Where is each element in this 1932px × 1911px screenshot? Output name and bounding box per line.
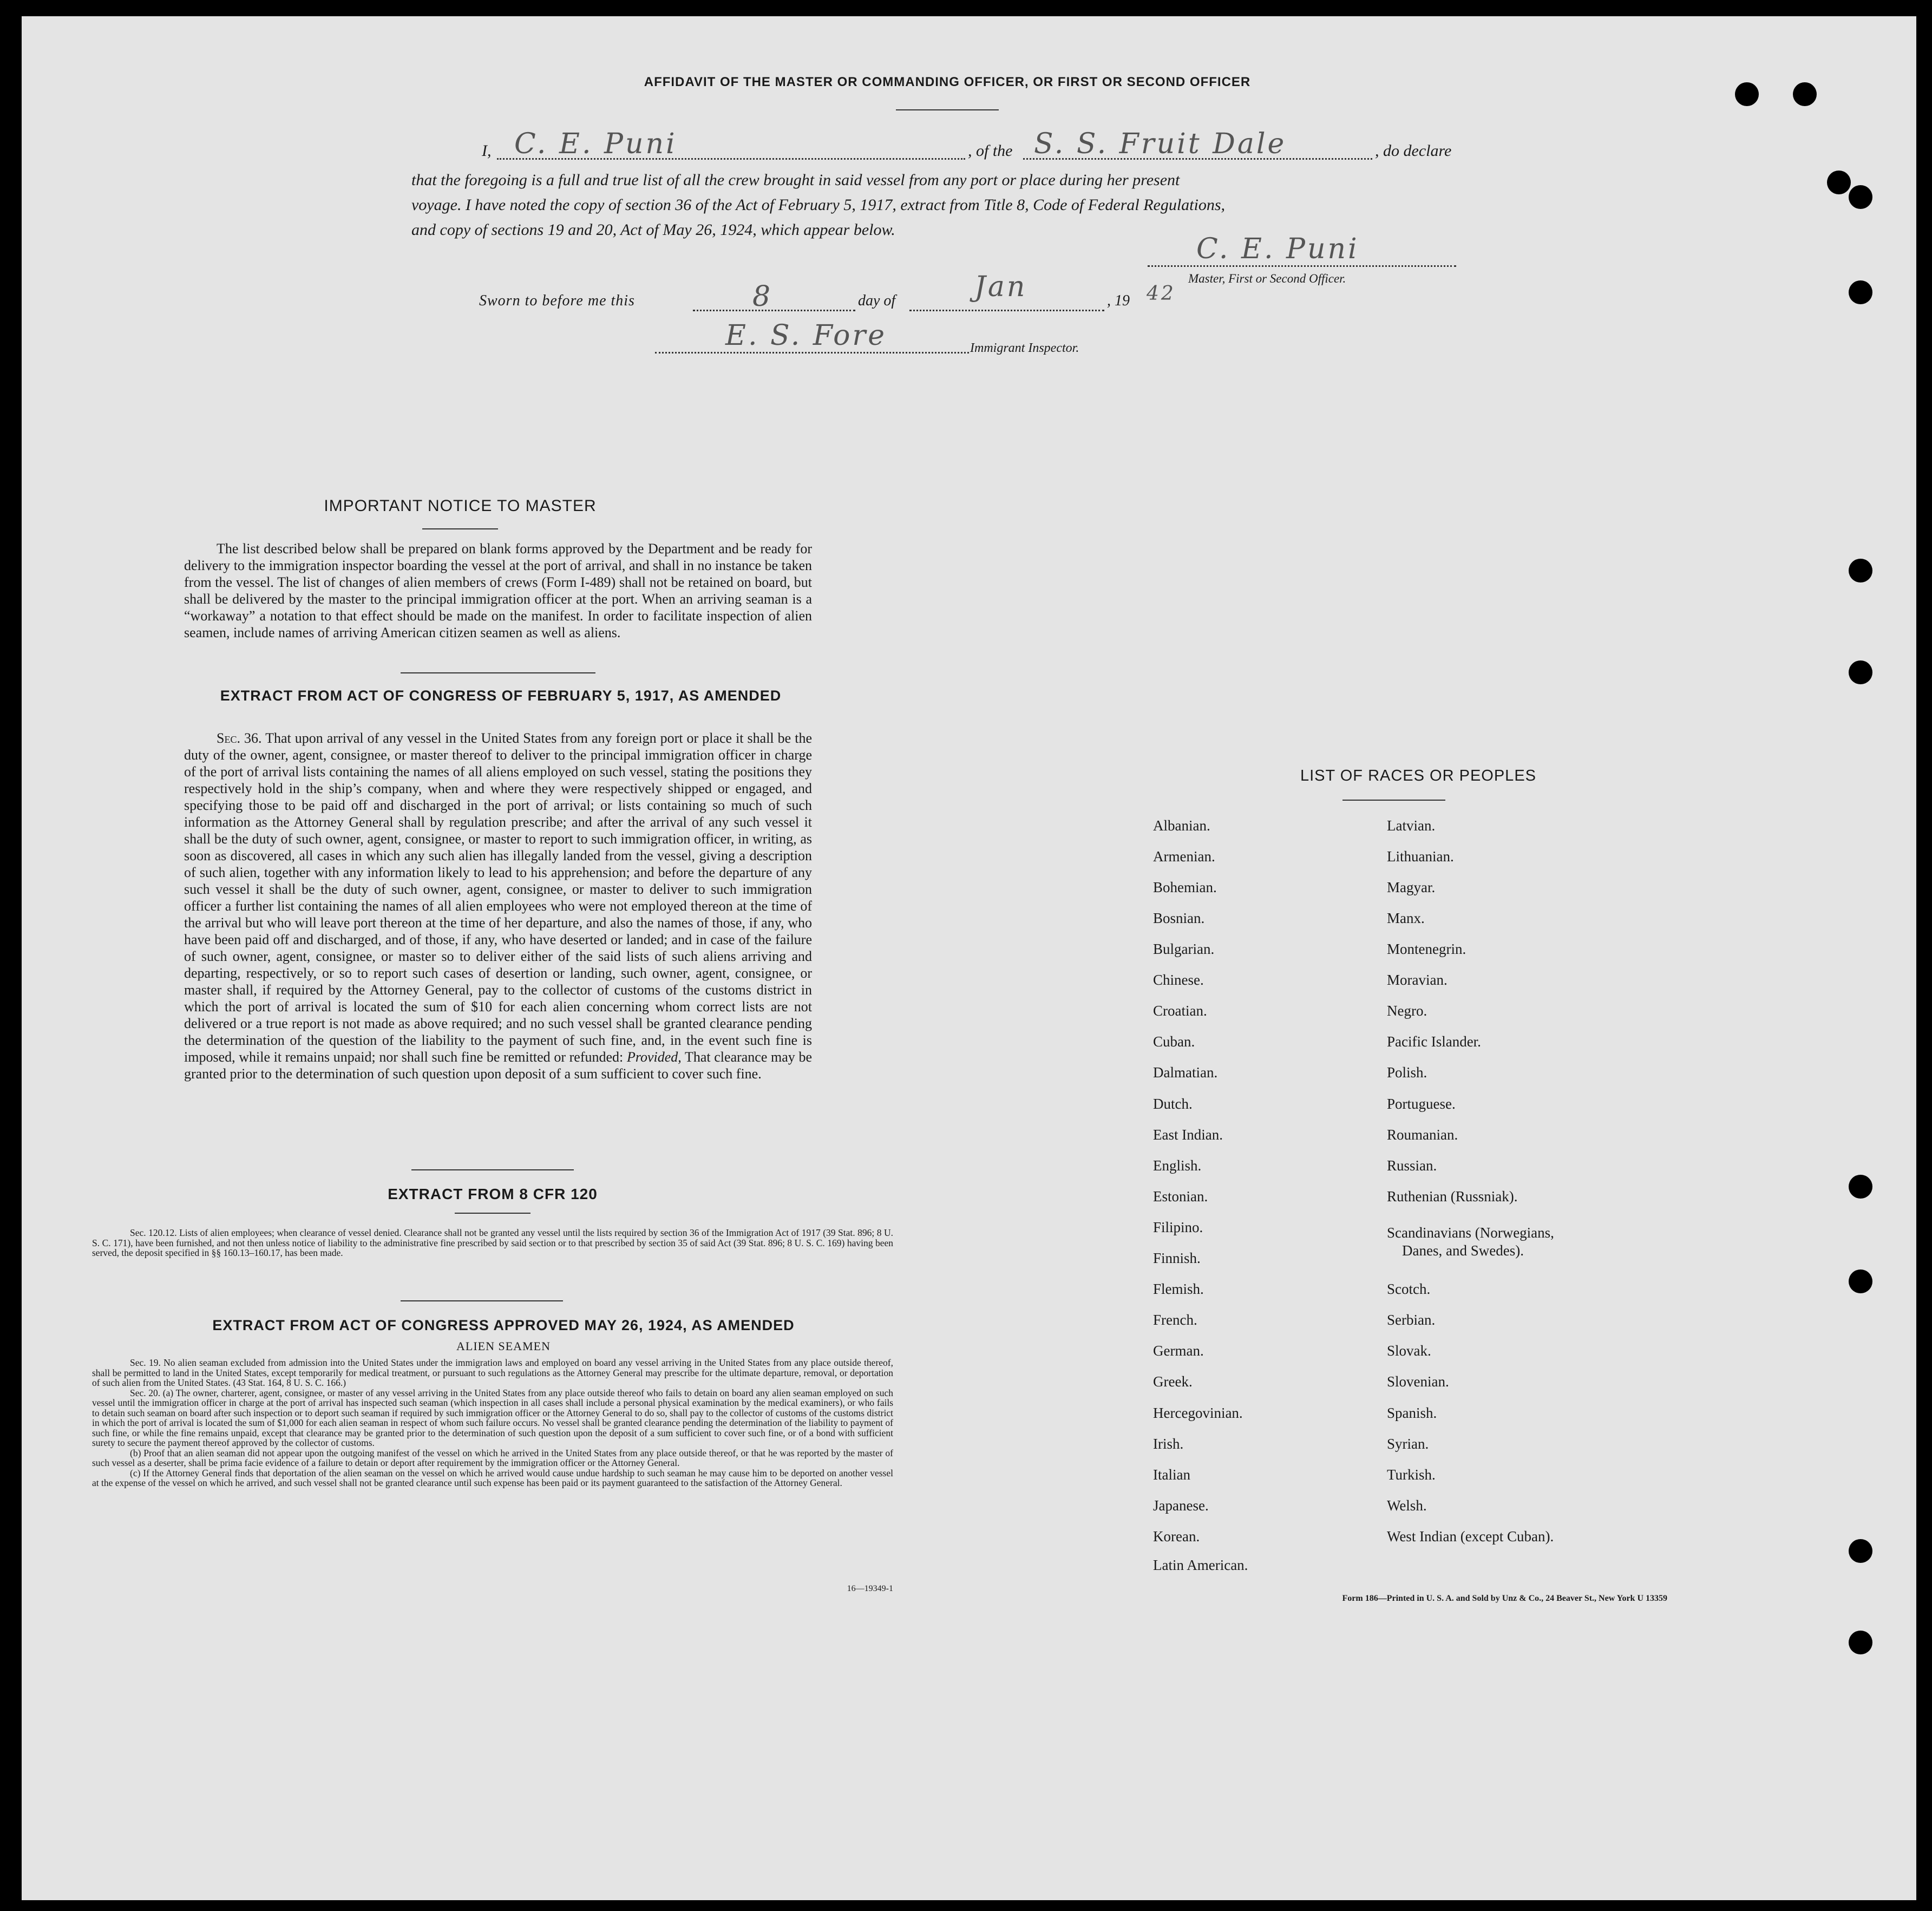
year-handwriting: 42 bbox=[1147, 283, 1176, 305]
race-item: Bohemian. bbox=[1153, 879, 1217, 895]
sec-20c-text: (c) If the Attorney General finds that deportation of the alien seaman on the vessel on which he arrived would cause undue hardship to such seaman he may cause him to be deported on another vessel at the expense of the vessel on which he arrived, and such vessel shall not be granted clearance until such expense has been paid or its payment guaranteed to the satisfaction of the Attorney General. bbox=[92, 1467, 893, 1488]
sec-36-text-end: That clearance may be granted prior to the determination of such question upon deposit of a sum sufficient to cover such fine. bbox=[184, 1049, 813, 1082]
master-name-handwriting: C. E. Puni bbox=[514, 128, 677, 160]
affidavit-of-the: , of the bbox=[968, 142, 1013, 160]
race-item: Filipino. bbox=[1153, 1219, 1203, 1235]
master-signature-line bbox=[1148, 265, 1456, 267]
race-item: Welsh. bbox=[1387, 1497, 1427, 1514]
race-item: Flemish. bbox=[1153, 1281, 1204, 1297]
race-item: Greek. bbox=[1153, 1373, 1193, 1390]
race-item: Danes, and Swedes). bbox=[1402, 1242, 1524, 1259]
race-item: Spanish. bbox=[1387, 1405, 1437, 1421]
vessel-name-handwriting: S. S. Fruit Dale bbox=[1034, 128, 1287, 160]
extract-1917-title: EXTRACT FROM ACT OF CONGRESS OF FEBRUARY 5, 1917, AS AMENDED bbox=[220, 688, 782, 704]
race-item: Chinese. bbox=[1153, 972, 1204, 988]
sec-19-text: Sec. 19. No alien seaman excluded from admission into the United States under the immigration laws and employed on board any vessel arriving in the United States from any place outside thereof, shall be permitted to land in the United States, except temporarily for medical treatment, or pursuant to such regulations as the Attorney General may prescribe for the ultimate departure, removal, or deportation of such alien from the United States. (43 Stat. 164, 8 U. S. C. 166.) bbox=[92, 1357, 893, 1388]
form-code: 16—19349-1 bbox=[847, 1584, 893, 1593]
race-item: Albanian. bbox=[1153, 817, 1210, 834]
race-item: Russian. bbox=[1387, 1157, 1437, 1174]
race-item: Slovak. bbox=[1387, 1343, 1431, 1359]
race-item: Moravian. bbox=[1387, 972, 1448, 988]
race-item: Turkish. bbox=[1387, 1467, 1436, 1483]
races-title-divider bbox=[1342, 800, 1445, 801]
title-divider bbox=[896, 109, 999, 110]
extract-cfr-text: Sec. 120.12. Lists of alien employees; when clearance of vessel denied. Clearance shall not be granted any vessel until the lists required by section 36 of the Immigration Act of 1917 (39 Stat. 896; 8 U. S. C. 171), have been furnished, and not then unless notice of liability to the administrative fine prescribed by said section or to that prescribed by section 35 of said Act (39 Stat. 896; 8 U. S. C. 169) having been served, the deposit specified in §§ 160.13–160.17, has been made. bbox=[92, 1227, 893, 1258]
race-item: East Indian. bbox=[1153, 1127, 1223, 1143]
cfr-title-divider bbox=[455, 1213, 531, 1214]
race-item: Lithuanian. bbox=[1387, 848, 1454, 865]
race-item: Ruthenian (Russniak). bbox=[1387, 1188, 1518, 1205]
race-item: Scotch. bbox=[1387, 1281, 1431, 1297]
notice-title-divider bbox=[422, 528, 498, 529]
section-divider bbox=[411, 1169, 574, 1170]
race-item: Slovenian. bbox=[1387, 1373, 1449, 1390]
declaration-line: that the foregoing is a full and true list of all the crew brought in said vessel from any port or place during her present bbox=[411, 171, 1180, 189]
race-item: Armenian. bbox=[1153, 848, 1215, 865]
race-item: Montenegrin. bbox=[1387, 941, 1466, 957]
race-item: Finnish. bbox=[1153, 1250, 1201, 1266]
form-printer-note: Form 186—Printed in U. S. A. and Sold by Unz & Co., 24 Beaver St., New York U 13359 bbox=[1342, 1594, 1667, 1603]
extract-1924-subtitle: ALIEN SEAMEN bbox=[456, 1339, 551, 1353]
year-prefix: , 19 bbox=[1107, 292, 1130, 309]
race-item: Estonian. bbox=[1153, 1188, 1208, 1205]
master-signature-handwriting: C. E. Puni bbox=[1196, 233, 1359, 265]
punch-hole bbox=[1849, 1175, 1872, 1199]
affidavit-declaration bbox=[411, 168, 1483, 243]
race-item: Serbian. bbox=[1387, 1312, 1436, 1328]
race-item: West Indian (except Cuban). bbox=[1387, 1528, 1554, 1544]
race-item: Italian bbox=[1153, 1467, 1190, 1483]
race-item: Hercegovinian. bbox=[1153, 1405, 1243, 1421]
races-title: LIST OF RACES OR PEOPLES bbox=[1300, 767, 1537, 784]
day-handwriting: 8 bbox=[752, 280, 773, 313]
race-item: French. bbox=[1153, 1312, 1197, 1328]
race-item: Croatian. bbox=[1153, 1003, 1207, 1019]
sec-36-text: That upon arrival of any vessel in the United States from any foreign port or place it shall be the duty of the owner, agent, consignee, or master thereof to deliver to the principal immigration officer in charge of the port of arrival lists containing the names of all aliens employed on such vessel, stating the positions they respectively hold in the ship’s company, when and where they were respectively shipped or engaged, and specifying those to be paid off and discharged in the port of arrival; or lists containing so much of such information as the Attorney General shall by regulation prescribe; and after the arrival of any such vessel it shall be the duty of such owner, agent, consignee, or master to report to such immigration officer, in writing, as soon as discovered, all cases in which any such alien has illegally landed from the vessel, giving a description of such alien, together with any information likely to lead to his apprehension; and before the departure of any such vessel it shall be the duty of such owner, agent, consignee, or master to deliver to such immigration officer a further list containing the names of all alien employees who were not employed thereon at the time of the arrival but who will leave port thereon at the time of her departure, and also the names of those, if any, who have been paid off and discharged, and of those, if any, who have deserted or landed; and in case of the failure of such owner, agent, consignee, or master so to deliver either of the said lists of such aliens arriving and departing, respectively, or so to report such cases of desertion or landing, such owner, agent, consignee, or master shall, if required by the Attorney General, pay to the collector of customs of the customs district in which the port of arrival is located the sum of $10 for each alien concerning whom correct lists are not delivered or a true report is not made as above required; and no such vessel shall be granted clearance pending the determination of the question of the liability to the payment of such fine, and, in the event such fine is imposed, while it remains unpaid; nor shall such fine be remitted or refunded: bbox=[184, 730, 813, 1065]
race-item: English. bbox=[1153, 1157, 1202, 1174]
sec-20a-text: Sec. 20. (a) The owner, charterer, agent, consignee, or master of any vessel arriving in the United States from any place outside thereof who fails to detain on board any alien seaman employed on such vessel until the immigration officer in charge at the port of arrival has inspected such seaman (which inspection in all cases shall include a personal physical examination by the medical examiners), or who fails to detain such seaman on board after such inspection or to deport such seaman if required by such immigration officer or the Attorney General to do so, shall pay to the collector of customs of the customs district in which the port of arrival is located the sum of $1,000 for each alien seaman in respect of whom such failure occurs. No vessel shall be granted clearance pending the determination of the liability to payment of such fine, or while the fine remains unpaid, except that clearance may be granted prior to the determination of such question upon the deposit of a sum sufficient to cover such fine, or of a bond with sufficient surety to secure the payment thereof approved by the collector of customs. bbox=[92, 1387, 893, 1448]
inspector-signature-line bbox=[655, 352, 969, 354]
day-of-text: day of bbox=[858, 292, 896, 309]
punch-hole bbox=[1849, 1631, 1872, 1654]
affidavit-title: AFFIDAVIT OF THE MASTER OR COMMANDING OFFICER, OR FIRST OR SECOND OFFICER bbox=[644, 75, 1251, 89]
race-item: Latvian. bbox=[1387, 817, 1436, 834]
punch-hole bbox=[1849, 185, 1872, 209]
race-item: Irish. bbox=[1153, 1436, 1184, 1452]
sec-20b-text: (b) Proof that an alien seaman did not appear upon the outgoing manifest of the vessel on which he arrived in the United States from any place outside thereof, or that he was reported by the master of such vessel as a deserter, shall be prima facie evidence of a failure to detain or deport after requirement by the immigration officer or the Attorney General. bbox=[92, 1447, 893, 1468]
sec-36-label: Sec. 36. bbox=[217, 730, 262, 746]
race-item: Dutch. bbox=[1153, 1096, 1193, 1112]
section-divider bbox=[401, 672, 595, 673]
punch-hole bbox=[1849, 280, 1872, 304]
race-item: Cuban. bbox=[1153, 1033, 1195, 1050]
provided-word: Provided, bbox=[626, 1049, 682, 1065]
notice-text: The list described below shall be prepared on blank forms approved by the Department and be ready for delivery to the immigration inspector boarding the vessel at the port of arrival, and shall in no instance be taken from the vessel. The list of changes of alien members of crews (Form I-489) shall not be retained on board, but shall be delivered by the master to the principal immigration officer at the port. When an arriving seaman is a “workaway” a notation to that effect should be made on the manifest. In order to facilitate inspection of alien seamen, include names of arriving American citizen seamen as well as aliens. bbox=[184, 541, 812, 640]
inspector-handwriting: E. S. Fore bbox=[725, 319, 887, 352]
race-item: Portuguese. bbox=[1387, 1096, 1456, 1112]
race-item: Latin American. bbox=[1153, 1557, 1248, 1573]
race-item: Syrian. bbox=[1387, 1436, 1429, 1452]
race-item: Japanese. bbox=[1153, 1497, 1209, 1514]
extract-1924-text bbox=[92, 1358, 893, 1488]
extract-cfr-title: EXTRACT FROM 8 CFR 120 bbox=[388, 1186, 598, 1202]
punch-hole bbox=[1793, 82, 1817, 106]
document-page bbox=[22, 16, 1916, 1900]
inspector-caption: Immigrant Inspector. bbox=[970, 341, 1079, 355]
month-field bbox=[909, 310, 1104, 311]
notice-title: IMPORTANT NOTICE TO MASTER bbox=[324, 497, 597, 515]
day-field bbox=[693, 310, 855, 311]
race-item: Negro. bbox=[1387, 1003, 1427, 1019]
punch-hole bbox=[1827, 171, 1851, 194]
race-item: Manx. bbox=[1387, 910, 1425, 926]
race-item: Scandinavians (Norwegians, bbox=[1387, 1225, 1554, 1241]
punch-hole bbox=[1849, 660, 1872, 684]
declaration-line: voyage. I have noted the copy of section 36 of the Act of February 5, 1917, extract from Title 8, Code of Federal Regulations, bbox=[411, 196, 1226, 214]
race-item: German. bbox=[1153, 1343, 1204, 1359]
extract-1917-text bbox=[184, 730, 812, 1082]
race-item: Bosnian. bbox=[1153, 910, 1205, 926]
punch-hole bbox=[1849, 1269, 1872, 1293]
race-item: Magyar. bbox=[1387, 879, 1436, 895]
extract-1924-title: EXTRACT FROM ACT OF CONGRESS APPROVED MAY 26, 1924, AS AMENDED bbox=[212, 1317, 795, 1333]
sworn-prefix: Sworn to before me this bbox=[479, 292, 635, 309]
punch-hole bbox=[1735, 82, 1759, 106]
race-item: Polish. bbox=[1387, 1064, 1427, 1081]
punch-hole bbox=[1849, 559, 1872, 583]
declaration-line: and copy of sections 19 and 20, Act of May 26, 1924, which appear below. bbox=[411, 221, 895, 239]
section-divider bbox=[401, 1300, 563, 1301]
affidavit-line1-prefix: I, bbox=[482, 142, 492, 160]
month-handwriting: Jan bbox=[974, 271, 1027, 303]
race-item: Roumanian. bbox=[1387, 1127, 1458, 1143]
race-item: Dalmatian. bbox=[1153, 1064, 1218, 1081]
race-item: Korean. bbox=[1153, 1528, 1200, 1544]
affidavit-do-declare: , do declare bbox=[1375, 142, 1452, 160]
race-item: Bulgarian. bbox=[1153, 941, 1215, 957]
signature-caption: Master, First or Second Officer. bbox=[1188, 272, 1346, 285]
punch-hole bbox=[1849, 1539, 1872, 1563]
race-item: Pacific Islander. bbox=[1387, 1033, 1481, 1050]
